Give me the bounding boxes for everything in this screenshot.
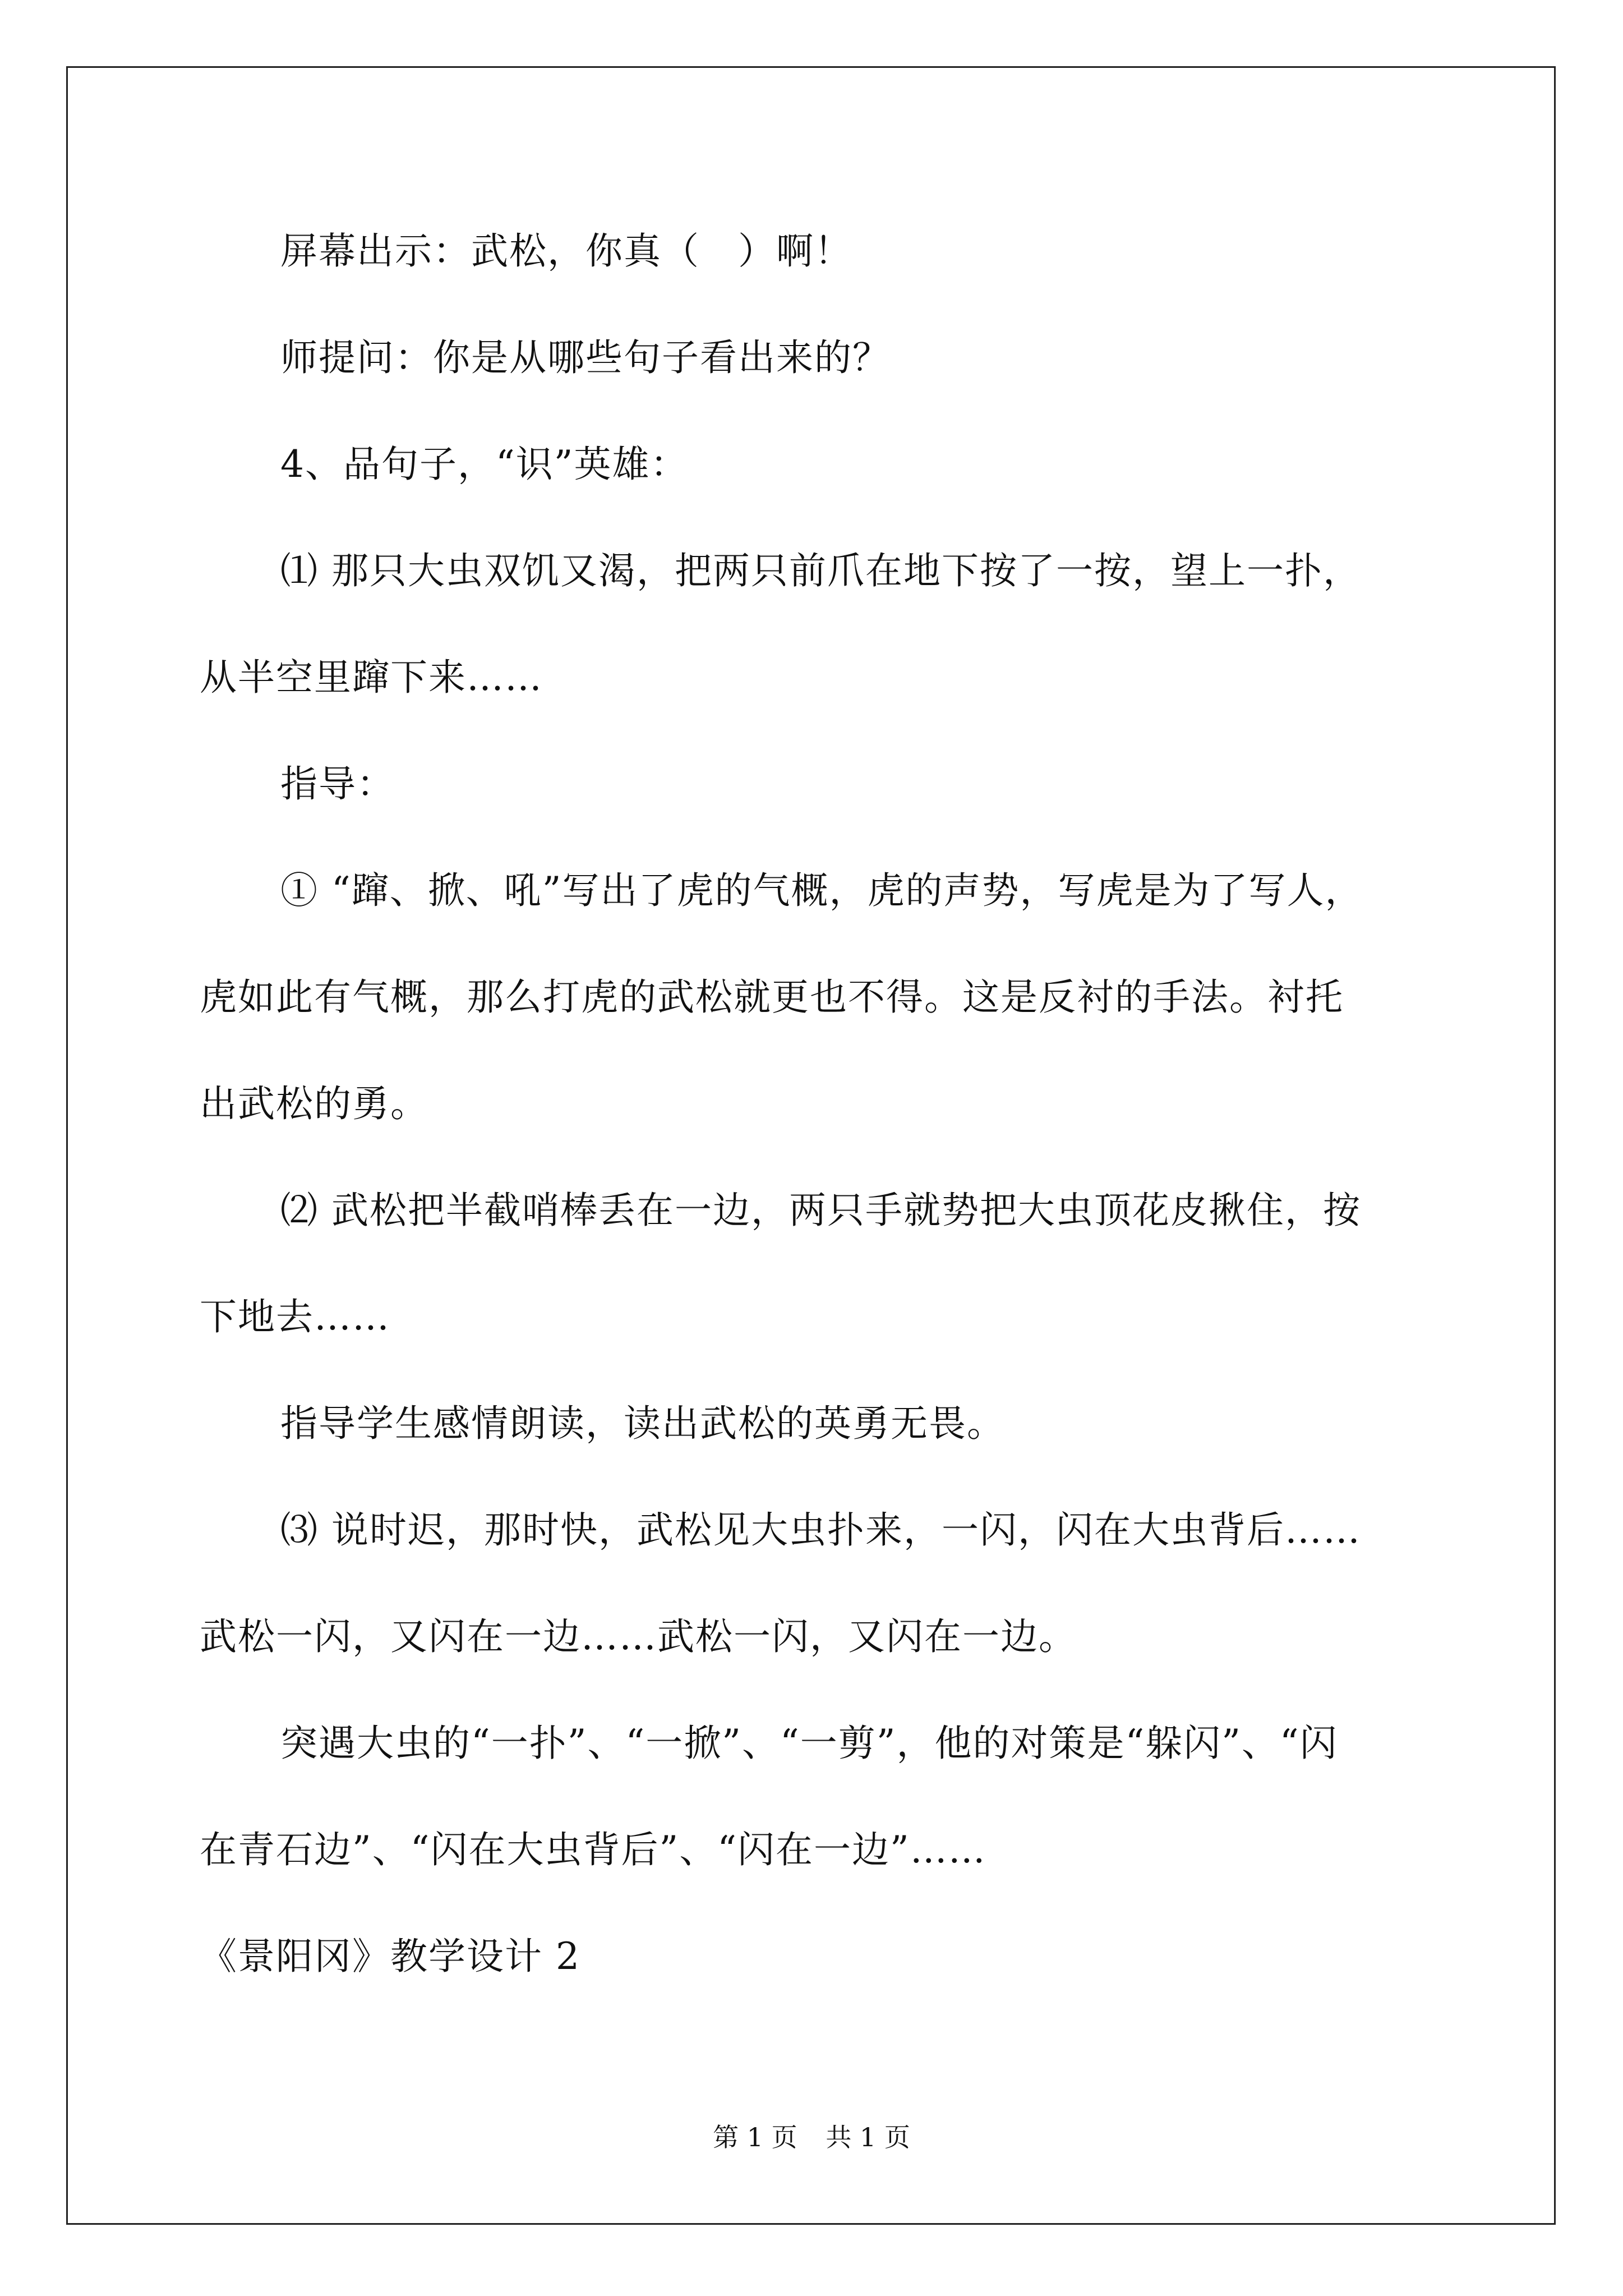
page-number: 第 1 页 [713,2122,797,2152]
section-heading: 《景阳冈》教学设计 2 [200,1935,580,1978]
text-line-14: 武松一闪，又闪在一边……武松一闪，又闪在一边。 [200,1615,1077,1658]
text-line-7: ① “蹿、掀、吼”写出了虎的气概，虎的声势，写虎是为了写人， [280,869,1363,912]
text-line-12: 指导学生感情朗读，读出武松的英勇无畏。 [280,1402,1005,1445]
text-line-3: 4、品句子，“识”英雄： [280,443,689,486]
text-line-5: 从半空里蹿下来…… [200,656,543,699]
text-line-8: 虎如此有气概，那么打虎的武松就更也不得。这是反衬的手法。衬托 [200,976,1344,1019]
text-line-4: ⑴ 那只大虫双饥又渴，把两只前爪在地下按了一按，望上一扑， [280,549,1361,592]
text-line-13: ⑶ 说时迟，那时快，武松见大虫扑来，一闪，闪在大虫背后…… [280,1508,1361,1552]
page-total: 共 1 页 [826,2122,910,2152]
text-line-2: 师提问：你是从哪些句子看出来的？ [280,336,891,379]
text-line-6: 指导： [280,762,395,806]
text-line-11: 下地去…… [200,1295,390,1338]
page-border [66,66,1556,2225]
page-footer [0,2120,1623,2154]
text-line-1: 屏幕出示：武松，你真（ ）啊！ [280,229,852,273]
text-line-16: 在青石边”、“闪在大虫背后”、“闪在一边”…… [200,1828,986,1871]
text-line-15: 突遇大虫的“一扑”、“一掀”、“一剪”，他的对策是“躲闪”、“闪 [280,1722,1338,1765]
text-line-10: ⑵ 武松把半截哨棒丢在一边，两只手就势把大虫顶花皮揪住，按 [280,1189,1361,1232]
text-line-9: 出武松的勇。 [200,1082,428,1125]
